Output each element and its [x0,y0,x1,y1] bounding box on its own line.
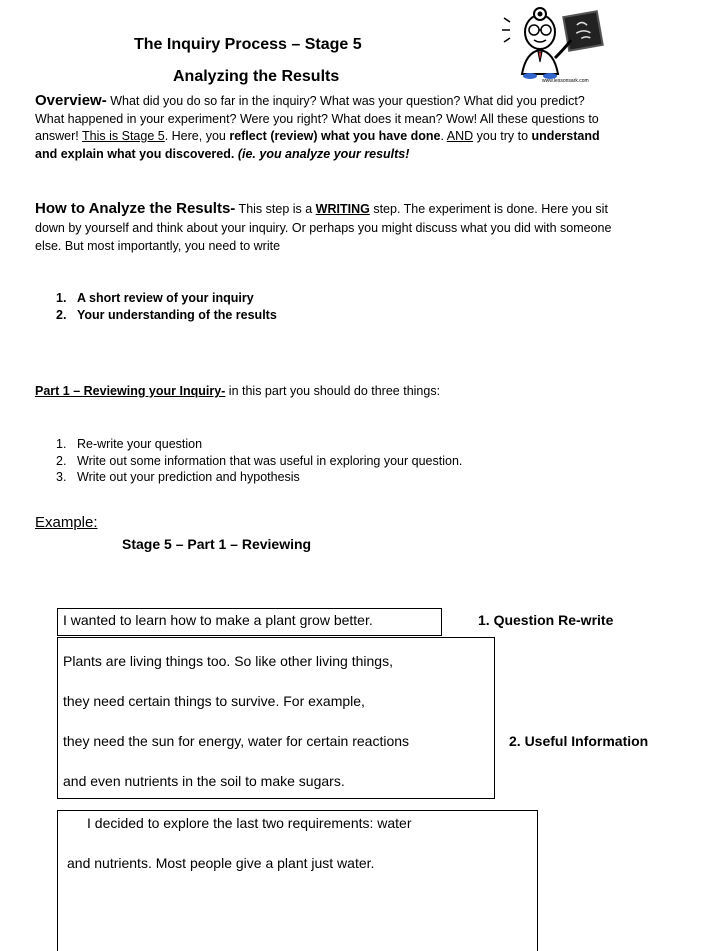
example-subtitle: Stage 5 – Part 1 – Reviewing [122,536,312,552]
overview-line-4 [35,145,409,163]
question-rewrite-text: I wanted to learn how to make a plant grow better. [63,612,373,628]
list2-num: 1. [56,437,67,451]
overview-line-2: What happened in your experiment? Were you right? What does it mean? Wow! All these questions to [35,112,599,126]
clipart-caption: www.lessonsark.com [542,78,589,84]
list2-item [56,437,202,451]
overview-t3e: . [440,129,447,143]
useful-info-line: they need the sun for energy, water for certain reactions [63,733,410,749]
list2-num: 3. [56,470,67,484]
list2-text: Write out some information that was useful in exploring your question. [77,454,463,468]
prediction-line: I decided to explore the last two requirements: water [87,815,412,831]
overview-understand: understand [531,129,600,143]
doctor-icon [500,2,610,84]
useful-info-line: and even nutrients in the soil to make sugars. [63,773,345,789]
how-line-3: else. But most importantly, you need to write [35,239,281,253]
part1-label: Part 1 – Reviewing your Inquiry- [35,384,226,398]
part1-text: in this part you should do three things: [225,384,441,398]
how-writing: WRITING [315,202,370,216]
list2-item [56,454,462,468]
useful-info-line: they need certain things to survive. For example, [63,693,365,709]
overview-t3a: answer! [35,129,83,143]
list2-num: 2. [56,454,67,468]
list1-text: Your understanding of the results [77,308,277,322]
overview-label: Overview- [35,92,107,109]
list2-text: Write out your prediction and hypothesis [77,470,300,484]
list1-item [56,308,277,322]
overview-and: AND [446,129,474,143]
how-t1c: step. The experiment is done. Here you sit [369,202,608,216]
list2-item [56,470,300,484]
overview-stage-5: This is Stage 5 [82,129,165,143]
overview-text-1: What did you do so far in the inquiry? What was your question? What did you predict? [106,94,585,108]
overview-t3c: . Here, you [164,129,230,143]
example-label-text: Example: [35,514,98,531]
question-rewrite-label: 1. Question Re-write [478,612,614,628]
list1-num: 2. [56,308,67,322]
overview-line-1 [35,92,585,110]
list2-text: Re-write your question [77,437,203,451]
prediction-box [57,810,538,951]
list1-item [56,291,254,305]
example-label [35,514,98,531]
useful-info-label: 2. Useful Information [509,733,649,749]
overview-line-3 [35,127,600,145]
page-title: The Inquiry Process – Stage 5 [134,36,362,53]
doctor-xray-clipart [500,2,610,84]
how-line-1 [35,200,608,218]
page-subtitle: Analyzing the Results [173,68,340,85]
part1-heading [35,382,440,400]
overview-reflect: reflect (review) what you have done [229,129,441,143]
prediction-line: and nutrients. Most people give a plant just water. [67,855,375,871]
useful-info-line: Plants are living things too. So like other living things, [63,653,393,669]
how-label: How to Analyze the Results- [35,200,236,217]
how-t1a: This step is a [235,202,316,216]
overview-t3g: you try to [473,129,532,143]
overview-explain: and explain what you discovered. [35,147,235,161]
list1-num: 1. [56,291,67,305]
how-line-2: down by yourself and think about your inquiry. Or perhaps you might discuss what you did with someone [35,221,612,235]
overview-analyze: (ie. you analyze your results! [234,147,410,161]
list1-text: A short review of your inquiry [77,291,254,305]
